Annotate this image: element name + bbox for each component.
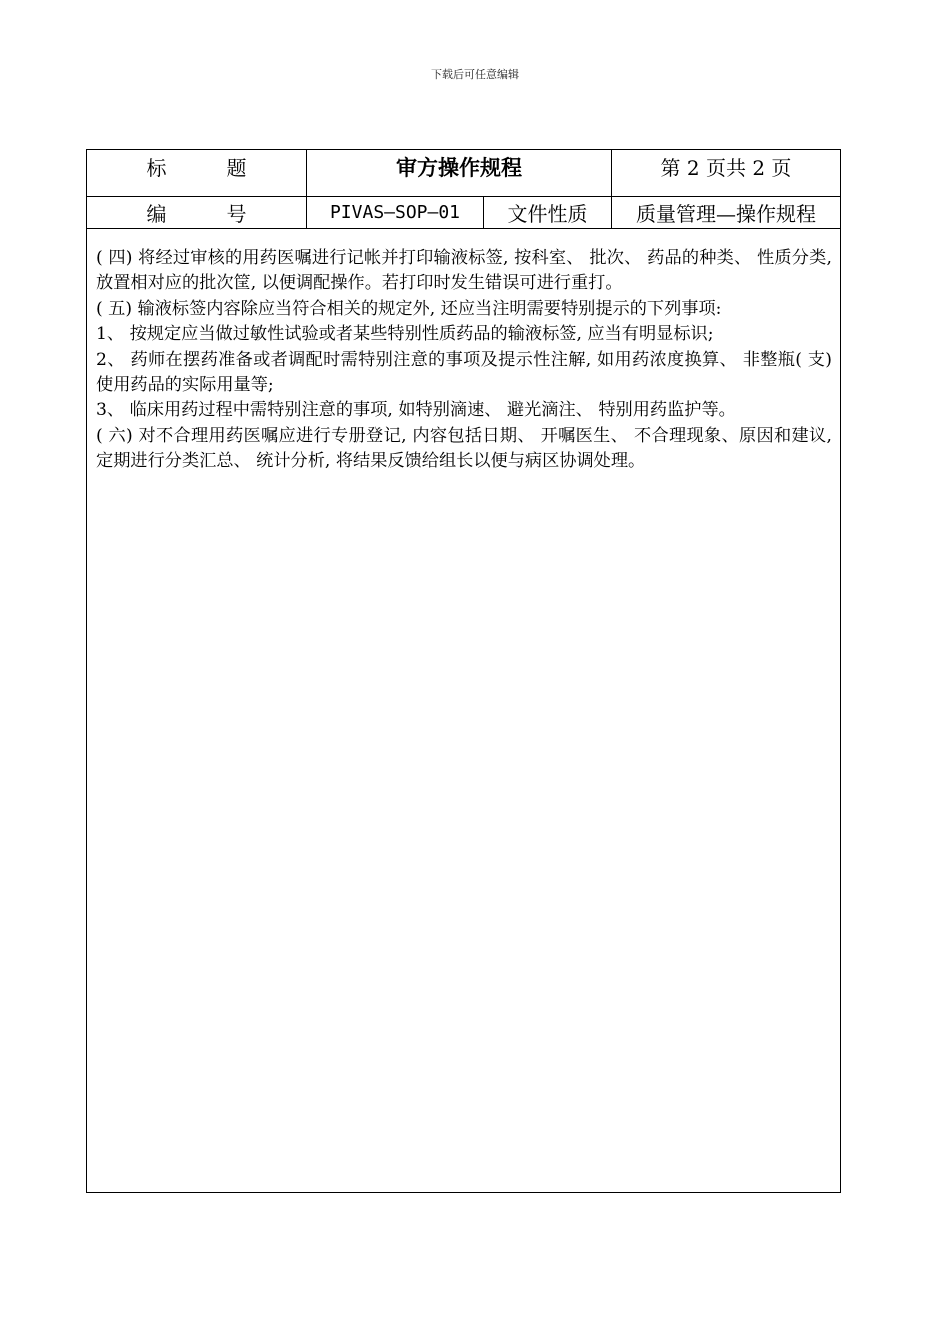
code-label-char-2: 号 [226,201,247,226]
title-label [87,150,307,196]
title-label-char-1: 标 [146,156,167,180]
page-info: 第 2 页共 2 页 [660,156,792,180]
document-code: PIVAS—SOP—01 [307,196,484,228]
paragraph-5: ( 五) 输液标签内容除应当符合相关的规定外, 还应当注明需要特别提示的下列事项: [96,298,722,319]
body-content [96,246,832,475]
item-2: 2、 药师在摆药准备或者调配时需特别注意的事项及提示性注解, 如用药浓度换算、 非整瓶( 支) 使用药品的实际用量等; [96,349,832,396]
code-label [87,196,307,228]
document-title: 审方操作规程 [307,150,612,196]
item-3: 3、 临床用药过程中需特别注意的事项, 如特别滴速、 避光滴注、 特别用药监护等。 [96,400,736,421]
title-row [87,150,840,197]
title-label-char-2: 题 [226,156,247,180]
header-note: 下载后可任意编辑 [431,68,519,81]
paragraph-6: ( 六) 对不合理用药医嘱应进行专册登记, 内容包括日期、 开嘱医生、 不合理现象、原因和建议, 定期进行分类汇总、 统计分析, 将结果反馈给组长以便与病区协调处理。 [96,425,832,472]
nature-label: 文件性质 [484,196,612,228]
document-table [86,149,841,1193]
paragraph-4: ( 四) 将经过审核的用药医嘱进行记帐并打印输液标签, 按科室、 批次、 药品的种类、 性质分类, 放置相对应的批次筐, 以便调配操作。若打印时发生错误可进行重打。 [96,248,832,294]
code-row [87,196,840,229]
code-label-char-1: 编 [146,201,167,226]
item-1: 1、 按规定应当做过敏性试验或者某些特别性质药品的输液标签, 应当有明显标识; [96,324,714,345]
document-nature: 质量管理—操作规程 [636,201,816,226]
